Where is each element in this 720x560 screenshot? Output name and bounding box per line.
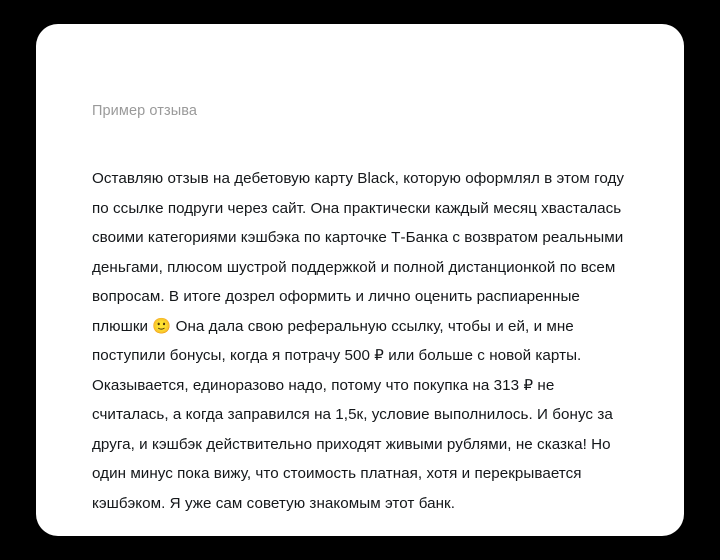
card-label: Пример отзыва: [92, 103, 198, 119]
review-card: [36, 24, 684, 536]
review-text: Оставляю отзыв на дебетовую карту Black, которую оформлял в этом году по ссылке подруги через сайт. Она практически каждый месяц хвасталась своими категориями кэшбэка по карточке Т-Банка с возвратом реальными деньгами, плюсом шустрой поддержкой и полной дистанционкой по всем вопросам. В итоге дозрел оформить и лично оценить распиаренные плюшки 🙂 Она дала свою реферальную ссылку, чтобы и ей, и мне поступили бонусы, когда я потрачу 500 ₽ или больше с новой карты. Оказывается, единоразово надо, потому что покупка на 313 ₽ не считалась, а когда заправился на 1,5к, условие выполнилось. И бонус за друга, и кэшбэк действительно приходят живыми рублями, не сказка! Но один минус пока вижу, что стоимость платная, хотя и перекрывается кэшбэком. Я уже сам советую знакомым этот банк.: [92, 170, 625, 512]
